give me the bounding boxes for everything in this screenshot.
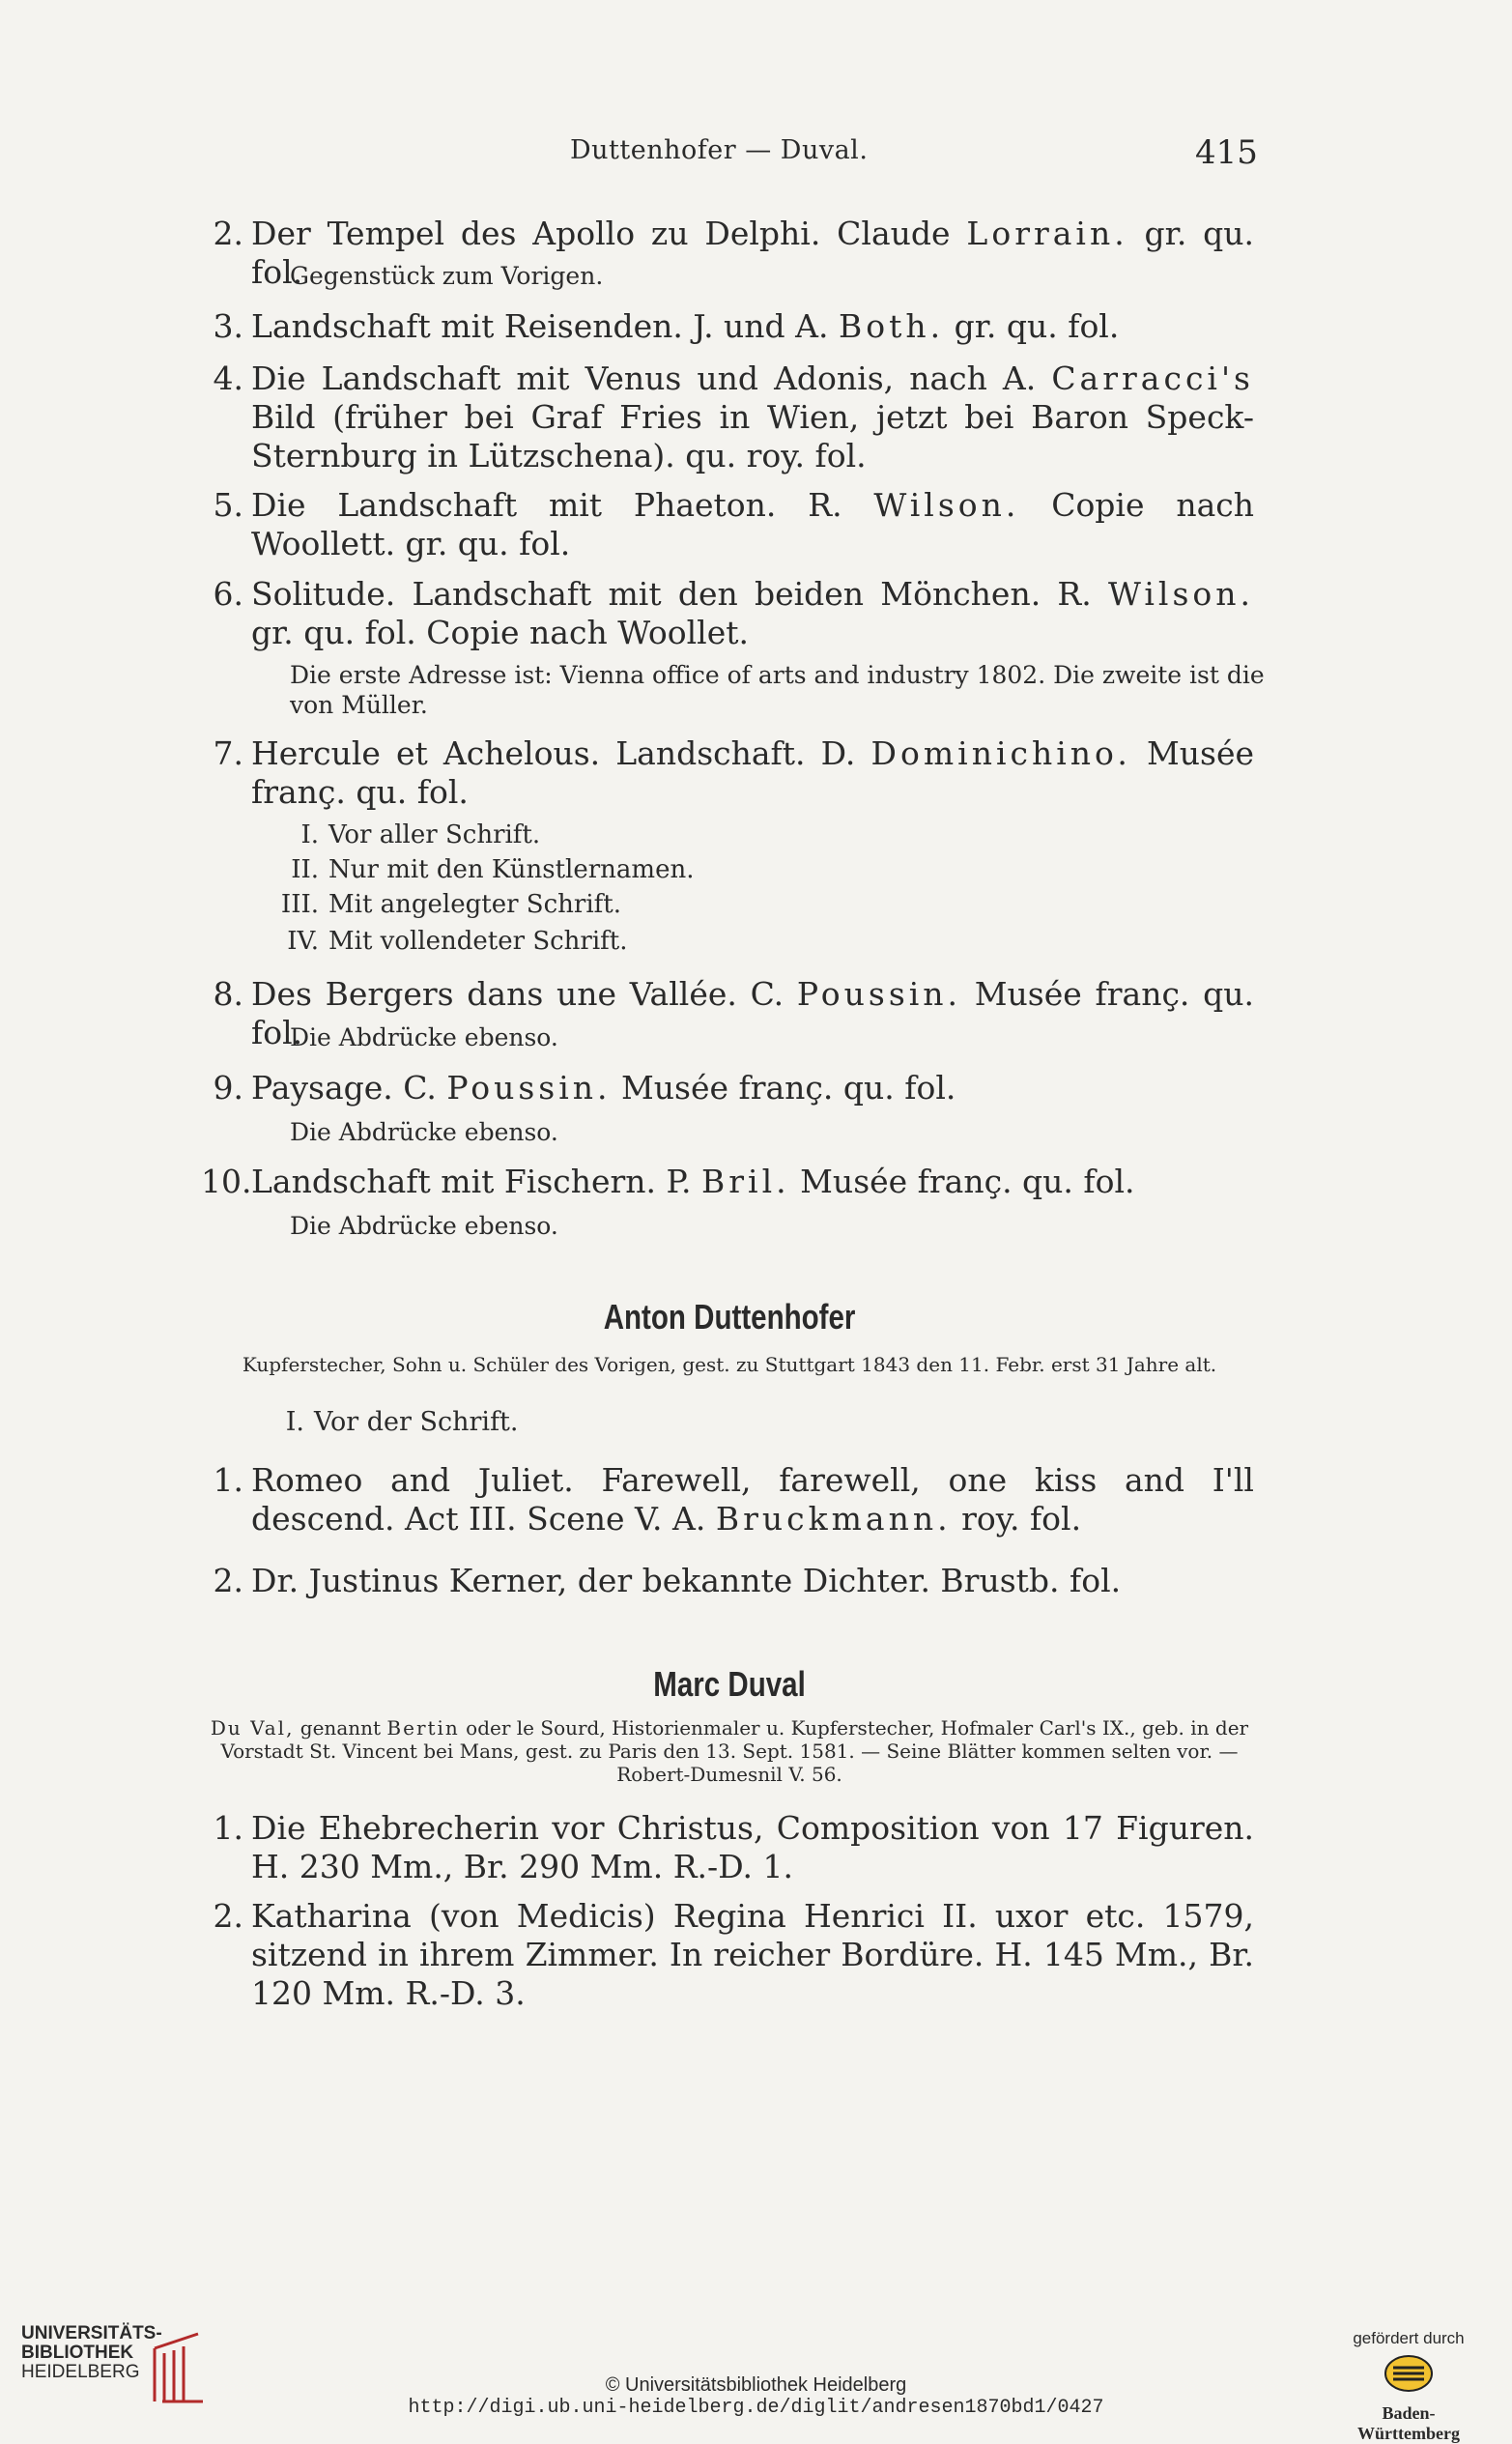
page-number: 415 <box>1195 133 1258 172</box>
anton-entry-1: 1. Romeo and Juliet. Farewell, farewell, one kiss and I'll descend. Act III. Scene V. A. Bruckmann. roy. fol. <box>213 1461 1254 1538</box>
copyright-line: © Universitätsbibliothek Heidelberg <box>605 2374 907 2396</box>
entry-7: 7. Hercule et Achelous. Landschaft. D. Dominichino. Musée franç. qu. fol. <box>213 734 1254 811</box>
sponsor-block: gefördert durch Baden-Württemberg <box>1353 2329 1465 2443</box>
entry-2: 2. Der Tempel des Apollo zu Delphi. Claude Lorrain. gr. qu. fol. <box>213 215 1254 291</box>
library-wordmark: UNIVERSITÄTS- BIBLIOTHEK HEIDELBERG <box>21 2323 162 2382</box>
state-2: II. Nur mit den Künstlernamen. <box>291 855 695 884</box>
entry-6-note: Die erste Adresse ist: Vienna office of arts and industry 1802. Die zweite ist die von Müller. <box>290 661 1265 719</box>
duval-entry-2: 2. Katharina (von Medicis) Regina Henrici II. uxor etc. 1579, sitzend in ihrem Zimmer. In reicher Bordüre. H. 145 Mm., Br. 120 Mm. R.-D. 3. <box>213 1897 1254 2012</box>
entry-9: 9. Paysage. C. Poussin. Musée franç. qu. fol. <box>213 1069 956 1107</box>
state-coat-of-arms-icon <box>1380 2348 1438 2399</box>
entry-8-note: Die Abdrücke ebenso. <box>290 1023 558 1051</box>
entry-10-note: Die Abdrücke ebenso. <box>290 1212 558 1240</box>
state-4: IV. Mit vollendeter Schrift. <box>287 927 628 956</box>
bio-anton-duttenhofer: Kupferstecher, Sohn u. Schüler des Vorigen, gest. zu Stuttgart 1843 den 11. Febr. erst 31 Jahre alt. <box>242 1353 1217 1376</box>
anton-entry-2: 2. Dr. Justinus Kerner, der bekannte Dichter. Brustb. fol. <box>213 1562 1122 1599</box>
duval-entry-1: 1. Die Ehebrecherin vor Christus, Composition von 17 Figuren. H. 230 Mm., Br. 290 Mm. R.-D. 1. <box>213 1809 1254 1885</box>
entry-6: 6. Solitude. Landschaft mit den beiden Mönchen. R. Wilson. gr. qu. fol. Copie nach Woollet. <box>213 575 1254 651</box>
entry-4: 4. Die Landschaft mit Venus und Adonis, nach A. Carracci's Bild (früher bei Graf Fries in Wien, jetzt bei Baron Speck-Sternburg in Lützschena). qu. roy. fol. <box>213 359 1254 474</box>
state-vor-der-schrift: I. Vor der Schrift. <box>285 1407 519 1437</box>
bio-marc-duval: Du Val, genannt Bertin oder le Sourd, Historienmaler u. Kupferstecher, Hofmaler Carl's IX., geb. in der Vorstadt St. Vincent bei Mans, gest. zu Paris den 13. Sept. 1581. — Seine Blätter kommen selten vor. — Robert-Dumesnil V. 56. <box>210 1716 1249 1786</box>
permalink-url[interactable]: http://digi.ub.uni-heidelberg.de/diglit/andresen1870bd1/0427 <box>408 2397 1104 2419</box>
state-1: I. Vor aller Schrift. <box>300 820 541 849</box>
entry-5: 5. Die Landschaft mit Phaeton. R. Wilson. Copie nach Woollett. gr. qu. fol. <box>213 486 1254 562</box>
entry-10: 10. Landschaft mit Fischern. P. Bril. Musée franç. qu. fol. <box>201 1163 1135 1200</box>
entry-9-note: Die Abdrücke ebenso. <box>290 1118 558 1146</box>
section-title-anton-duttenhofer: Anton Duttenhofer <box>603 1297 856 1337</box>
state-3: III. Mit angelegter Schrift. <box>280 890 621 919</box>
entry-8: 8. Des Bergers dans une Vallée. C. Poussin. Musée franç. qu. fol. <box>213 975 1255 1051</box>
running-header: Duttenhofer — Duval. <box>570 135 869 165</box>
entry-3: 3. Landschaft mit Reisenden. J. und A. Both. gr. qu. fol. <box>213 307 1120 345</box>
section-title-marc-duval: Marc Duval <box>653 1664 806 1704</box>
entry-2-note: Gegenstück zum Vorigen. <box>290 262 604 290</box>
